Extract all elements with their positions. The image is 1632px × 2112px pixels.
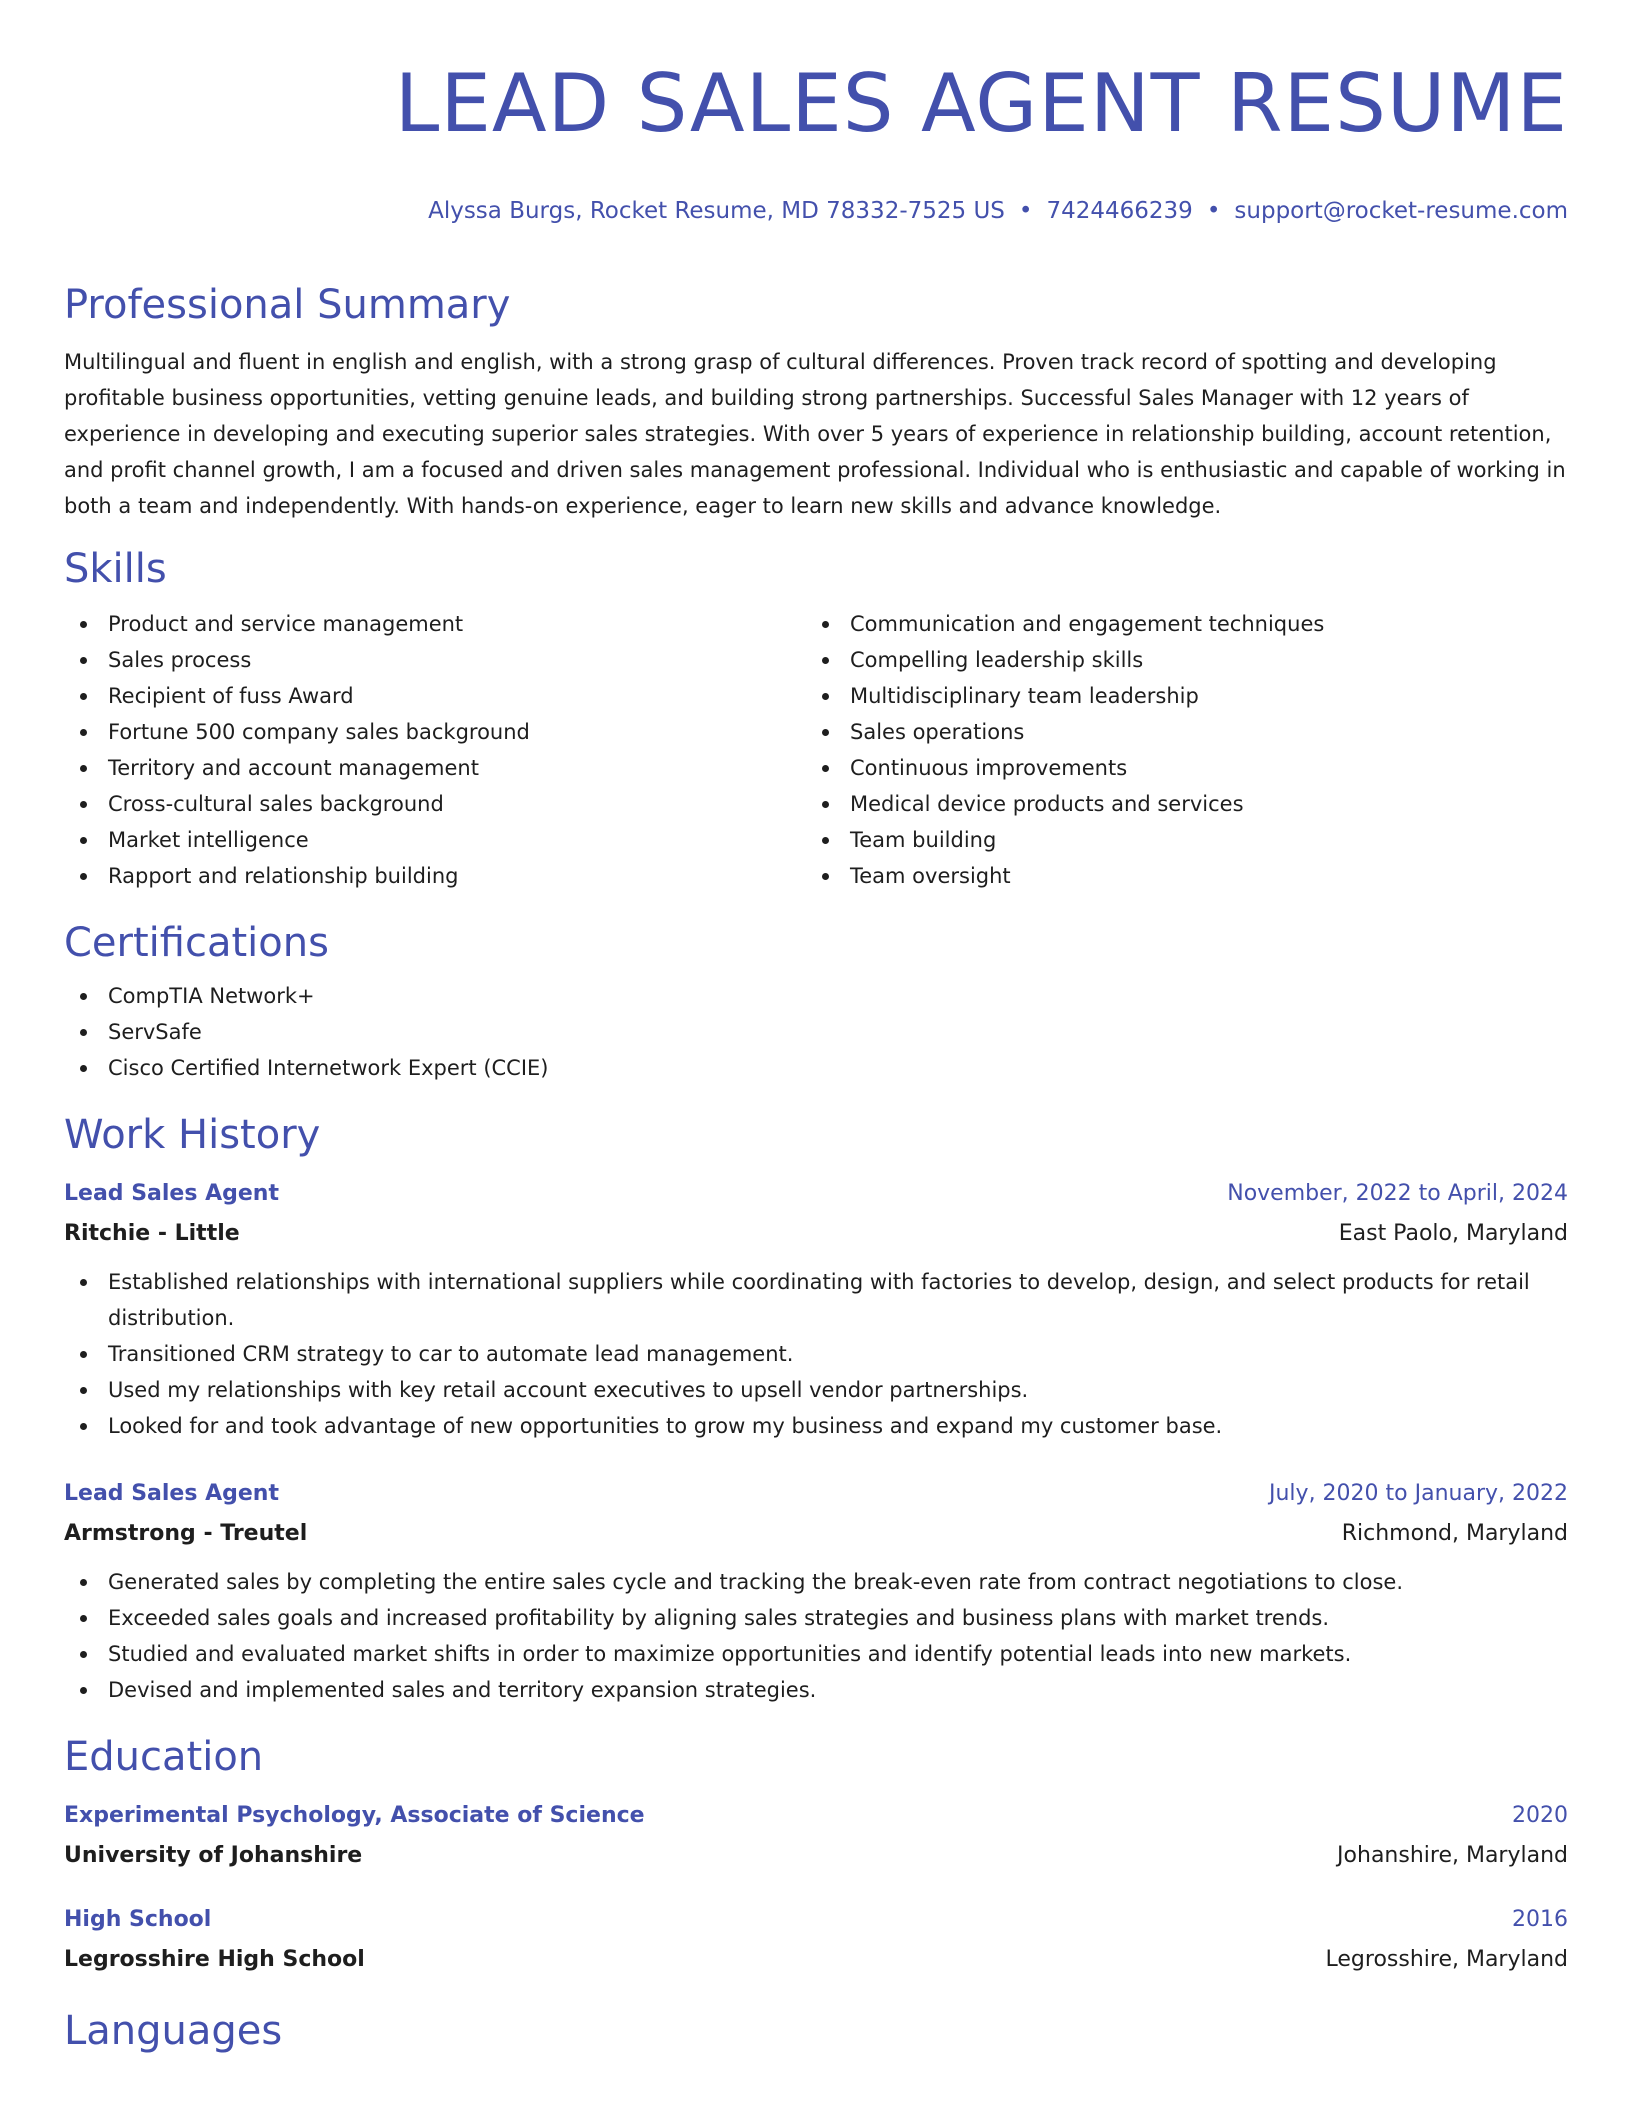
education-school-row bbox=[64, 1836, 1568, 1876]
certifications-section bbox=[64, 918, 1568, 1086]
certifications-list bbox=[64, 978, 1568, 1086]
education-year: 2016 bbox=[1512, 1907, 1568, 1932]
skill-item: Team building bbox=[806, 822, 1548, 858]
job-dates: July, 2020 to January, 2022 bbox=[1269, 1481, 1568, 1506]
summary-section bbox=[64, 280, 1568, 524]
work-history-section bbox=[64, 1110, 1568, 1708]
job-location: Richmond, Maryland bbox=[1341, 1521, 1568, 1546]
job-bullets bbox=[64, 1264, 1568, 1444]
skill-item: Rapport and relationship building bbox=[64, 858, 806, 894]
skill-item: Recipient of fuss Award bbox=[64, 678, 806, 714]
certifications-heading: Certifications bbox=[64, 920, 329, 966]
job-bullet: Established relationships with international suppliers while coordinating with factories to develop, design, and select products for retail distribution. bbox=[64, 1264, 1568, 1336]
certification-item: Cisco Certified Internetwork Expert (CCIE) bbox=[64, 1050, 1568, 1086]
job-title-row bbox=[64, 1474, 1568, 1514]
summary-heading: Professional Summary bbox=[64, 282, 511, 328]
job-employer: Ritchie - Little bbox=[64, 1221, 240, 1246]
skill-item: Territory and account management bbox=[64, 750, 806, 786]
job-employer: Armstrong - Treutel bbox=[64, 1521, 308, 1546]
skills-section bbox=[64, 544, 1568, 894]
education-school-row bbox=[64, 1940, 1568, 1980]
contact-email[interactable]: support@rocket-resume.com bbox=[1234, 198, 1568, 224]
certification-item: ServSafe bbox=[64, 1014, 1568, 1050]
skill-item: Cross-cultural sales background bbox=[64, 786, 806, 822]
skill-item: Fortune 500 company sales background bbox=[64, 714, 806, 750]
contact-separator: • bbox=[1206, 198, 1221, 224]
job-bullet: Devised and implemented sales and territory expansion strategies. bbox=[64, 1672, 1568, 1708]
languages-heading: Languages bbox=[64, 2008, 283, 2054]
job-location: East Paolo, Maryland bbox=[1338, 1221, 1568, 1246]
education-school: University of Johanshire bbox=[64, 1843, 363, 1868]
job-bullet: Generated sales by completing the entire sales cycle and tracking the break-even rate from contract negotiations to close. bbox=[64, 1564, 1568, 1600]
skill-item: Team oversight bbox=[806, 858, 1548, 894]
job-entry bbox=[64, 1174, 1568, 1444]
job-bullet: Used my relationships with key retail account executives to upsell vendor partnerships. bbox=[64, 1372, 1568, 1408]
education-degree: High School bbox=[64, 1907, 212, 1932]
education-entry bbox=[64, 1796, 1568, 1876]
job-bullet: Transitioned CRM strategy to car to automate lead management. bbox=[64, 1336, 1568, 1372]
education-school: Legrosshire High School bbox=[64, 1947, 365, 1972]
job-bullets bbox=[64, 1564, 1568, 1708]
contact-phone: 7424466239 bbox=[1046, 198, 1193, 224]
education-location: Legrosshire, Maryland bbox=[1325, 1947, 1568, 1972]
education-degree: Experimental Psychology, Associate of Science bbox=[64, 1803, 645, 1828]
languages-section bbox=[64, 2006, 1568, 2056]
job-entry bbox=[64, 1474, 1568, 1708]
skill-item: Sales process bbox=[64, 642, 806, 678]
education-entry bbox=[64, 1900, 1568, 1980]
resume-title: LEAD SALES AGENT RESUME bbox=[394, 57, 1568, 150]
work-history-heading: Work History bbox=[64, 1112, 321, 1158]
skill-item: Medical device products and services bbox=[806, 786, 1548, 822]
job-bullet: Studied and evaluated market shifts in order to maximize opportunities and identify potential leads into new markets. bbox=[64, 1636, 1568, 1672]
job-title: Lead Sales Agent bbox=[64, 1481, 279, 1506]
education-degree-row bbox=[64, 1796, 1568, 1836]
education-location: Johanshire, Maryland bbox=[1337, 1843, 1568, 1868]
education-section bbox=[64, 1732, 1568, 1980]
job-title-row bbox=[64, 1174, 1568, 1214]
resume-page bbox=[64, 0, 1568, 2112]
skill-item: Communication and engagement techniques bbox=[806, 606, 1548, 642]
job-dates: November, 2022 to April, 2024 bbox=[1227, 1181, 1568, 1206]
skill-item: Market intelligence bbox=[64, 822, 806, 858]
job-employer-row bbox=[64, 1214, 1568, 1254]
job-title: Lead Sales Agent bbox=[64, 1181, 279, 1206]
education-year: 2020 bbox=[1512, 1803, 1568, 1828]
skill-item: Compelling leadership skills bbox=[806, 642, 1548, 678]
skill-item: Sales operations bbox=[806, 714, 1548, 750]
certification-item: CompTIA Network+ bbox=[64, 978, 1568, 1014]
skills-heading: Skills bbox=[64, 546, 167, 592]
education-heading: Education bbox=[64, 1734, 264, 1780]
skill-item: Continuous improvements bbox=[806, 750, 1548, 786]
job-bullet: Looked for and took advantage of new opportunities to grow my business and expand my customer base. bbox=[64, 1408, 1568, 1444]
contact-separator: • bbox=[1018, 198, 1033, 224]
skill-item: Multidisciplinary team leadership bbox=[806, 678, 1548, 714]
skill-item: Product and service management bbox=[64, 606, 806, 642]
job-bullet: Exceeded sales goals and increased profitability by aligning sales strategies and business plans with market trends. bbox=[64, 1600, 1568, 1636]
skills-list-right bbox=[806, 606, 1548, 894]
contact-address: Alyssa Burgs, Rocket Resume, MD 78332-7525 US bbox=[428, 198, 1005, 224]
job-employer-row bbox=[64, 1514, 1568, 1554]
contact-line bbox=[64, 196, 1568, 226]
education-degree-row bbox=[64, 1900, 1568, 1940]
skills-grid bbox=[64, 606, 1568, 894]
summary-text: Multilingual and fluent in english and english, with a strong grasp of cultural differences. Proven track record of spotting and developing profitable business opportunities, vetting genuine leads, and building strong partnerships. Successful Sales Manager with 12 years of experience in developing and executing superior sales strategies. With over 5 years of experience in relationship building, account retention, and profit channel growth, I am a focused and driven sales management professional. Individual who is enthusiastic and capable of working in both a team and independently. With hands-on experience, eager to learn new skills and advance knowledge. bbox=[64, 350, 1566, 518]
skills-list-left bbox=[64, 606, 806, 894]
